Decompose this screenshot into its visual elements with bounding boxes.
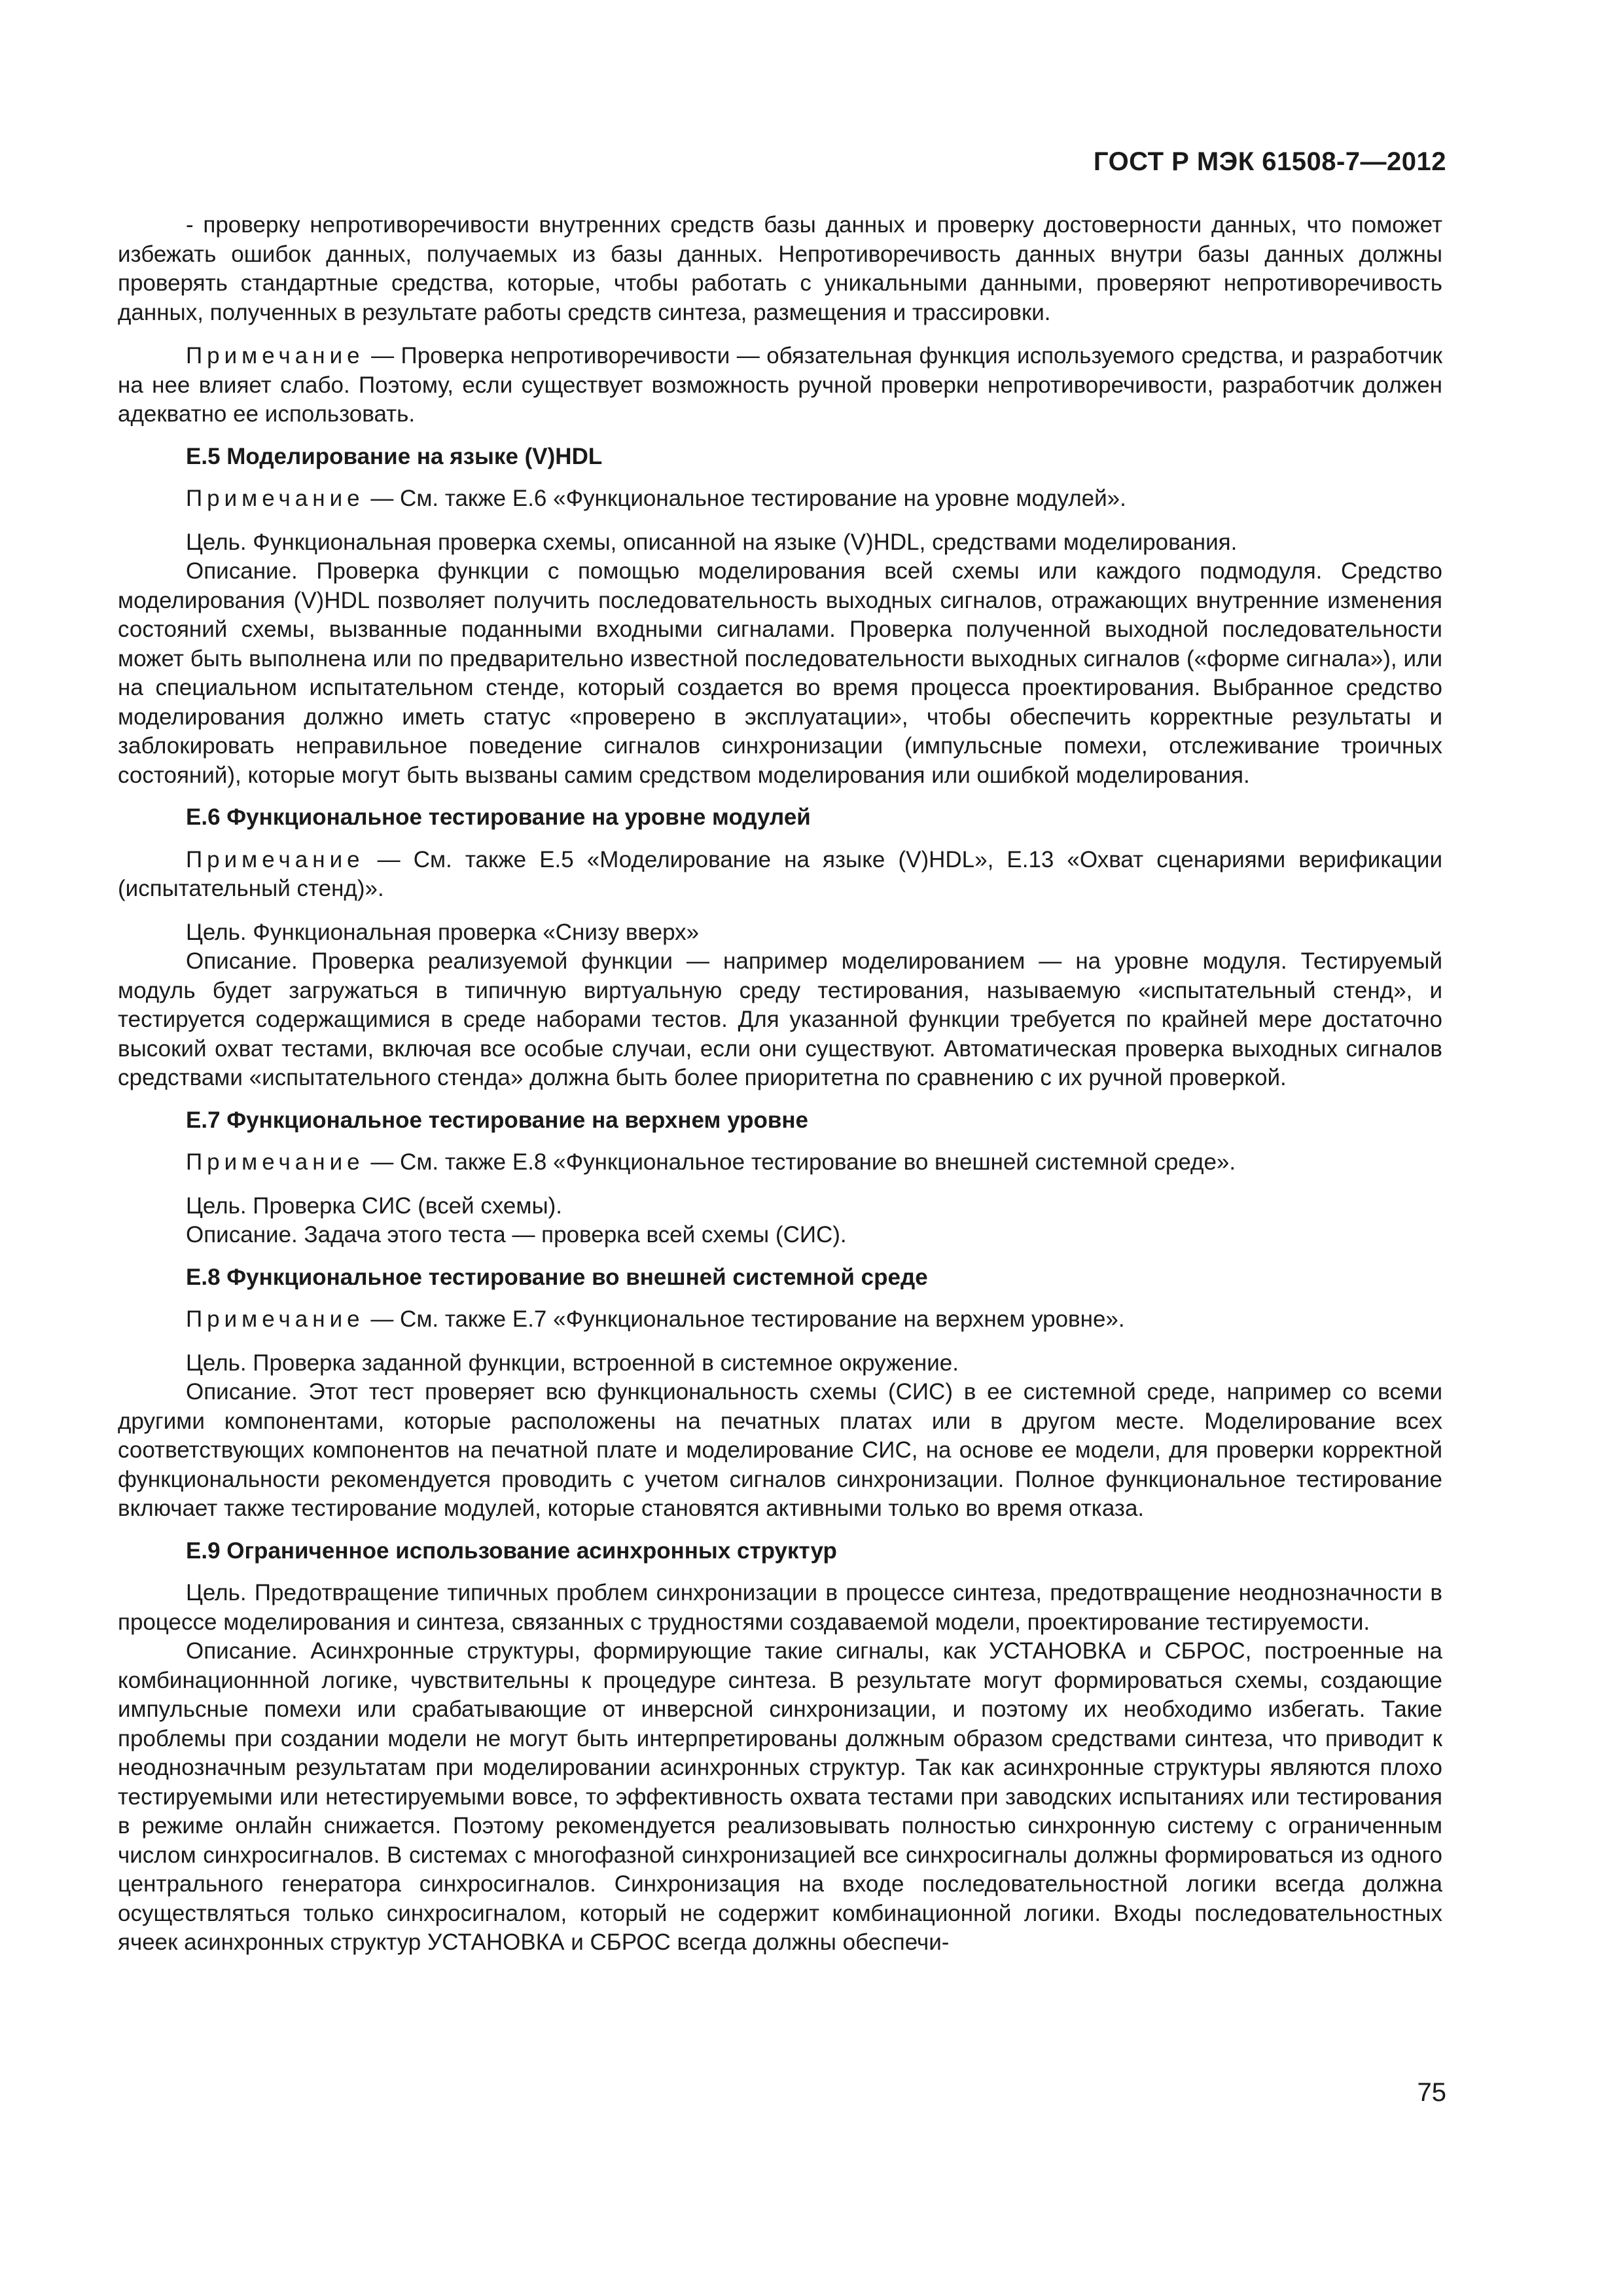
section-goal-e9: Цель. Предотвращение типичных проблем синхронизации в процессе синтеза, предотвращение неоднозначности в процессе моделирования и синтеза, связанных с трудностями создаваемой модели, проектирование тестируемости. [118, 1580, 1442, 1635]
section-heading-e7: Е.7 Функциональное тестирование на верхнем уровне [186, 1107, 808, 1133]
note-text: — См. также Е.6 «Функциональное тестирование на уровне модулей». [364, 486, 1126, 511]
section-description-e8: Описание. Этот тест проверяет всю функциональность схемы (СИС) в ее системной среде, например со всеми другими компонентами, которые расположены на печатных платах или в другом месте. Моделирование всех соответствующих компонентов на печатной плате и моделирование СИС, на основе ее модели, для проверки корректной функциональности рекомендуется проводить с учетом сигналов синхронизации. Полное функциональное тестирование включает также тестирование модулей, которые становятся активными только во время отказа. [118, 1379, 1442, 1521]
section-description-e6: Описание. Проверка реализуемой функции — например моделированием — на уровне модуля. Тестируемый модуль будет загружаться в типичную виртуальную среду тестирования, называемую «испытательный стенд», и тестируется содержащимися в среде наборами тестов. Для указанной функции требуется по крайней мере достаточно высокий охват тестами, включая все особые случаи, если они существуют. Автоматическая проверка выходных сигналов средствами «испытательного стенда» должна быть более приоритетна по сравнению с их ручной проверкой. [118, 948, 1442, 1090]
note-label: Примечание [186, 846, 365, 872]
note-text: — См. также Е.8 «Функциональное тестирование во внешней системной среде». [364, 1149, 1236, 1175]
section-goal-e8: Цель. Проверка заданной функции, встроенной в системное окружение. [186, 1350, 959, 1376]
section-note-e5 [118, 484, 1442, 514]
section-note-e7 [118, 1148, 1442, 1177]
section-note-e8 [118, 1305, 1442, 1335]
note-text: — Проверка непротиворечивости — обязательная функция используемого средства, и разработчик на нее влияет слабо. Поэтому, если существует возможность ручной проверки непротиворечивости, разработчик должен адекватно ее использовать. [118, 343, 1442, 427]
section-goal-e5: Цель. Функциональная проверка схемы, описанной на языке (V)HDL, средствами моделирования. [186, 529, 1238, 555]
note-label: Примечание [186, 486, 365, 511]
section-heading-e6: Е.6 Функциональное тестирование на уровне модулей [186, 804, 811, 830]
standard-header: ГОСТ Р МЭК 61508-7—2012 [1093, 147, 1446, 176]
section-heading-e5: Е.5 Моделирование на языке (V)HDL [186, 443, 603, 469]
section-description-e5: Описание. Проверка функции с помощью моделирования всей схемы или каждого подмодуля. Средство моделирования (V)HDL позволяет получить последовательность выходных сигналов, отражающих внутренние изменения состояний схемы, вызванные поданными входными сигналами. Проверка полученной выходной последовательности может быть выполнена или по предварительно известной последовательности выходных сигналов («форме сигнала»), или на специальном испытательном стенде, который создается во время процесса проектирования. Выбранное средство моделирования должно иметь статус «проверено в эксплуатации», чтобы обеспечить корректные результаты и заблокировать неправильное поведение сигналов синхронизации (импульсные помехи, отслеживание троичных состояний), которые могут быть вызваны самим средством моделирования или ошибкой моделирования. [118, 558, 1442, 788]
section-description-e7: Описание. Задача этого теста — проверка всей схемы (СИС). [186, 1222, 847, 1247]
page-content [118, 211, 1442, 1958]
note-label: Примечание [186, 1306, 365, 1332]
section-heading-e8: Е.8 Функциональное тестирование во внешней системной среде [186, 1264, 928, 1290]
section-heading-e9: Е.9 Ограниченное использование асинхронных структур [186, 1537, 837, 1564]
section-goal-e7: Цель. Проверка СИС (всей схемы). [186, 1193, 562, 1219]
note-label: Примечание [186, 343, 365, 368]
note-label: Примечание [186, 1149, 365, 1175]
intro-note [118, 342, 1442, 429]
section-goal-e6: Цель. Функциональная проверка «Снизу вверх» [186, 919, 700, 945]
page-number: 75 [1417, 2078, 1446, 2107]
section-description-e9: Описание. Асинхронные структуры, формирующие такие сигналы, как УСТАНОВКА и СБРОС, построенные на комбинационнной логике, чувствительны к процедуре синтеза. В результате могут формироваться схемы, создающие импульсные помехи или срабатывающие от инверсной синхронизации, и поэтому их необходимо избегать. Такие проблемы при создании модели не могут быть интерпретированы должным образом средствами синтеза, что приводит к неоднозначным результатам при моделировании асинхронных структур. Так как асинхронные структуры являются плохо тестируемыми или нетестируемыми вовсе, то эффективность охвата тестами при заводских испытаниях или тестирования в режиме онлайн снижается. Поэтому рекомендуется реализовывать полностью синхронную систему с ограниченным числом синхросигналов. В системах с многофазной синхронизацией все синхросигналы должны формироваться из одного центрального генератора синхросигналов. Синхронизация на входе последовательностной логики всегда должна осуществляться только синхросигналом, который не содержит комбинационной логики. Входы последовательностных ячеек асинхронных структур УСТАНОВКА и СБРОС всегда должны обеспечи- [118, 1638, 1442, 1955]
intro-bullet: - проверку непротиворечивости внутренних средств базы данных и проверку достоверности данных, что поможет избежать ошибок данных, получаемых из базы данных. Непротиворечивость данных внутри базы данных должны проверять стандартные средства, которые, чтобы работать с уникальными данными, проверяют непротиворечивость данных, полученных в результате работы средств синтеза, размещения и трассировки. [118, 212, 1442, 325]
note-text: — См. также Е.7 «Функциональное тестирование на верхнем уровне». [364, 1306, 1125, 1332]
section-note-e6 [118, 846, 1442, 904]
note-text: — См. также Е.5 «Моделирование на языке (V)HDL», Е.13 «Охват сценариями верификации (испытательный стенд)». [118, 846, 1442, 901]
